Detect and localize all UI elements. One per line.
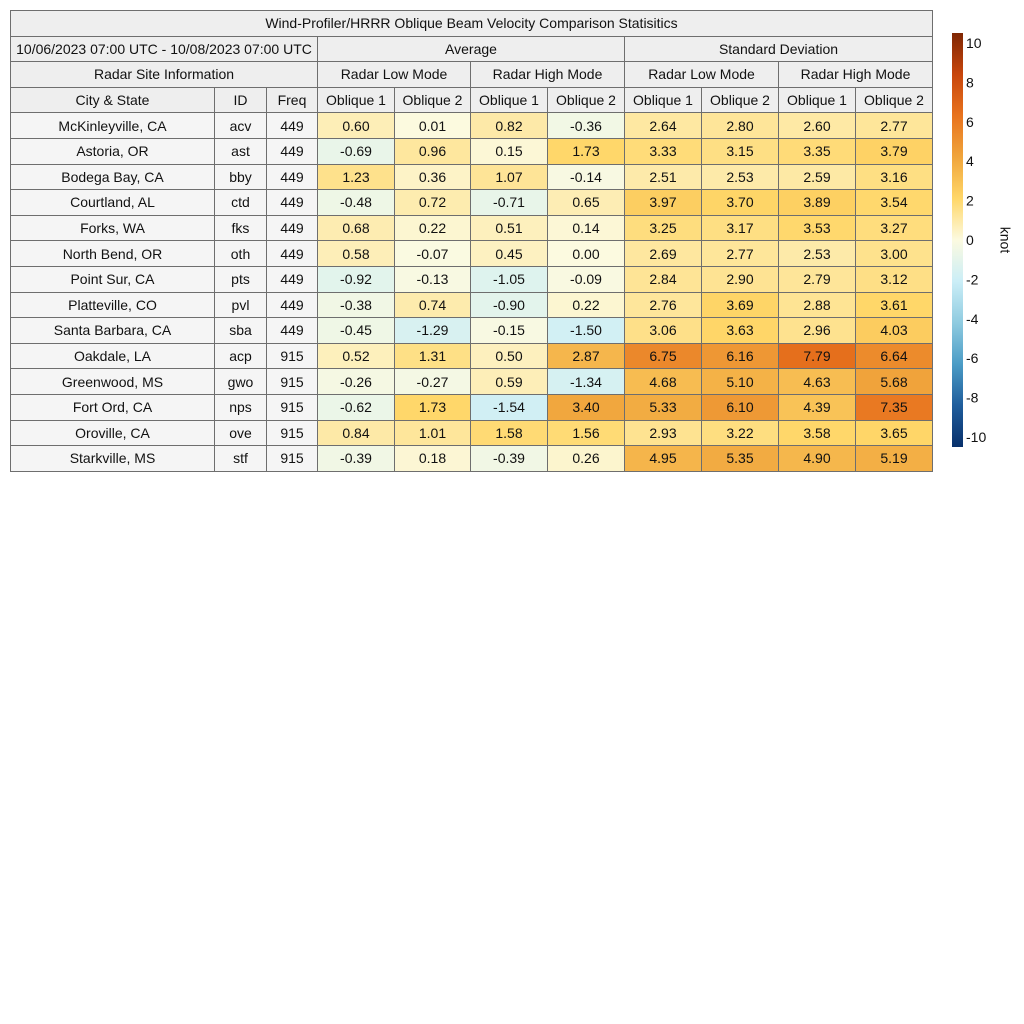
std-low-oblique2-cell: 2.90	[702, 266, 779, 292]
colorbar-tick-label: 0	[966, 232, 974, 248]
std-high-oblique2-cell: 3.16	[856, 164, 933, 190]
std-high-oblique1-cell: 3.89	[779, 190, 856, 216]
avg-low-oblique1-cell: 0.60	[318, 113, 395, 139]
std-low-oblique1-header: Oblique 1	[625, 87, 702, 113]
colorbar-tick-label: 10	[966, 35, 982, 51]
avg-low-oblique2-cell: -0.13	[395, 266, 471, 292]
avg-low-oblique2-cell: 1.31	[395, 343, 471, 369]
id-cell: acv	[215, 113, 267, 139]
std-low-oblique2-cell: 3.15	[702, 138, 779, 164]
std-low-oblique1-cell: 3.97	[625, 190, 702, 216]
freq-cell: 449	[267, 190, 318, 216]
std-high-mode-header: Radar High Mode	[779, 62, 933, 88]
freq-cell: 915	[267, 369, 318, 395]
avg-low-oblique1-cell: 1.23	[318, 164, 395, 190]
avg-high-oblique2-cell: 2.87	[548, 343, 625, 369]
table-row	[11, 292, 933, 318]
avg-high-oblique2-cell: 0.26	[548, 446, 625, 472]
city-cell: Oroville, CA	[11, 420, 215, 446]
avg-low-oblique2-cell: 0.74	[395, 292, 471, 318]
city-cell: Fort Ord, CA	[11, 394, 215, 420]
avg-high-oblique1-cell: 0.51	[471, 215, 548, 241]
std-low-oblique2-cell: 2.80	[702, 113, 779, 139]
avg-high-oblique2-cell: 0.14	[548, 215, 625, 241]
site-info-header: Radar Site Information	[11, 62, 318, 88]
std-low-oblique2-cell: 5.35	[702, 446, 779, 472]
avg-high-oblique1-cell: -0.71	[471, 190, 548, 216]
id-cell: oth	[215, 241, 267, 267]
id-cell: sba	[215, 318, 267, 344]
avg-high-oblique1-header: Oblique 1	[471, 87, 548, 113]
table-row	[11, 138, 933, 164]
freq-cell: 449	[267, 215, 318, 241]
std-high-oblique1-header: Oblique 1	[779, 87, 856, 113]
std-high-oblique1-cell: 4.63	[779, 369, 856, 395]
std-low-oblique1-cell: 2.69	[625, 241, 702, 267]
std-low-oblique2-cell: 6.16	[702, 343, 779, 369]
std-high-oblique2-header: Oblique 2	[856, 87, 933, 113]
std-low-oblique1-cell: 2.64	[625, 113, 702, 139]
std-low-oblique1-cell: 3.25	[625, 215, 702, 241]
std-high-oblique1-cell: 2.79	[779, 266, 856, 292]
avg-low-oblique1-cell: 0.68	[318, 215, 395, 241]
table-row	[11, 113, 933, 139]
freq-cell: 915	[267, 343, 318, 369]
avg-high-oblique1-cell: 0.15	[471, 138, 548, 164]
avg-low-oblique1-cell: 0.58	[318, 241, 395, 267]
colorbar-tick-label: -8	[966, 389, 979, 406]
avg-high-mode-header: Radar High Mode	[471, 62, 625, 88]
std-high-oblique2-cell: 3.54	[856, 190, 933, 216]
avg-high-oblique2-cell: -0.14	[548, 164, 625, 190]
avg-high-oblique1-cell: -1.54	[471, 394, 548, 420]
avg-low-oblique2-cell: 0.72	[395, 190, 471, 216]
std-low-oblique2-cell: 3.17	[702, 215, 779, 241]
avg-high-oblique2-cell: -1.34	[548, 369, 625, 395]
id-cell: acp	[215, 343, 267, 369]
id-cell: ove	[215, 420, 267, 446]
city-cell: Astoria, OR	[11, 138, 215, 164]
table-row	[11, 318, 933, 344]
colorbar-tick-label: -10	[966, 429, 987, 445]
id-cell: nps	[215, 394, 267, 420]
avg-low-oblique2-cell: 0.36	[395, 164, 471, 190]
city-cell: Forks, WA	[11, 215, 215, 241]
std-low-oblique2-cell: 3.63	[702, 318, 779, 344]
id-cell: ast	[215, 138, 267, 164]
table-row	[11, 420, 933, 446]
std-low-mode-header: Radar Low Mode	[625, 62, 779, 88]
avg-high-oblique2-cell: -1.50	[548, 318, 625, 344]
freq-cell: 449	[267, 318, 318, 344]
std-high-oblique2-cell: 3.12	[856, 266, 933, 292]
id-cell: stf	[215, 446, 267, 472]
group-std: Standard Deviation	[625, 36, 933, 62]
std-high-oblique1-cell: 4.39	[779, 394, 856, 420]
avg-low-oblique2-cell: 1.73	[395, 394, 471, 420]
std-low-oblique2-cell: 2.53	[702, 164, 779, 190]
group-average: Average	[318, 36, 625, 62]
std-high-oblique1-cell: 2.53	[779, 241, 856, 267]
std-low-oblique1-cell: 6.75	[625, 343, 702, 369]
colorbar-tick-label: -2	[966, 271, 979, 288]
std-low-oblique2-cell: 2.77	[702, 241, 779, 267]
colorbar-tick-label: 8	[966, 74, 974, 91]
avg-high-oblique2-cell: -0.36	[548, 113, 625, 139]
std-high-oblique1-cell: 3.53	[779, 215, 856, 241]
table-row	[11, 266, 933, 292]
id-cell: pts	[215, 266, 267, 292]
city-cell: Point Sur, CA	[11, 266, 215, 292]
avg-high-oblique1-cell: 0.59	[471, 369, 548, 395]
avg-low-oblique1-cell: -0.48	[318, 190, 395, 216]
title-row	[11, 11, 933, 37]
avg-low-oblique1-cell: -0.92	[318, 266, 395, 292]
avg-low-oblique1-cell: -0.45	[318, 318, 395, 344]
avg-high-oblique1-cell: 0.45	[471, 241, 548, 267]
freq-cell: 449	[267, 113, 318, 139]
std-high-oblique2-cell: 3.65	[856, 420, 933, 446]
group-row	[11, 36, 933, 62]
avg-high-oblique2-cell: 0.00	[548, 241, 625, 267]
city-cell: North Bend, OR	[11, 241, 215, 267]
freq-cell: 449	[267, 164, 318, 190]
std-low-oblique1-cell: 2.76	[625, 292, 702, 318]
table-row	[11, 190, 933, 216]
avg-low-mode-header: Radar Low Mode	[318, 62, 471, 88]
avg-high-oblique1-cell: -0.90	[471, 292, 548, 318]
avg-high-oblique1-cell: 1.58	[471, 420, 548, 446]
std-high-oblique1-cell: 2.59	[779, 164, 856, 190]
std-high-oblique2-cell: 3.27	[856, 215, 933, 241]
id-header: ID	[215, 87, 267, 113]
std-high-oblique1-cell: 3.58	[779, 420, 856, 446]
freq-cell: 449	[267, 138, 318, 164]
table-row	[11, 446, 933, 472]
freq-cell: 449	[267, 241, 318, 267]
avg-low-oblique2-cell: 0.22	[395, 215, 471, 241]
std-low-oblique1-cell: 3.33	[625, 138, 702, 164]
avg-high-oblique1-cell: 1.07	[471, 164, 548, 190]
city-cell: Courtland, AL	[11, 190, 215, 216]
std-high-oblique1-cell: 4.90	[779, 446, 856, 472]
std-low-oblique1-cell: 2.51	[625, 164, 702, 190]
table-row	[11, 369, 933, 395]
std-high-oblique2-cell: 7.35	[856, 394, 933, 420]
std-high-oblique2-cell: 2.77	[856, 113, 933, 139]
city-cell: Starkville, MS	[11, 446, 215, 472]
city-header: City & State	[11, 87, 215, 113]
city-cell: Greenwood, MS	[11, 369, 215, 395]
avg-high-oblique1-cell: -0.15	[471, 318, 548, 344]
city-cell: Oakdale, LA	[11, 343, 215, 369]
colorbar-label: knot	[997, 226, 1014, 254]
avg-high-oblique2-cell: 3.40	[548, 394, 625, 420]
avg-low-oblique1-cell: -0.39	[318, 446, 395, 472]
avg-low-oblique1-cell: -0.69	[318, 138, 395, 164]
avg-high-oblique2-cell: 1.73	[548, 138, 625, 164]
avg-high-oblique1-cell: 0.50	[471, 343, 548, 369]
table-row	[11, 164, 933, 190]
avg-low-oblique2-cell: 1.01	[395, 420, 471, 446]
std-low-oblique1-cell: 2.84	[625, 266, 702, 292]
std-high-oblique2-cell: 5.68	[856, 369, 933, 395]
avg-high-oblique2-cell: -0.09	[548, 266, 625, 292]
avg-high-oblique2-cell: 0.22	[548, 292, 625, 318]
date-range: 10/06/2023 07:00 UTC - 10/08/2023 07:00 UTC	[11, 36, 318, 62]
avg-low-oblique2-cell: -0.27	[395, 369, 471, 395]
table-row	[11, 343, 933, 369]
std-low-oblique1-cell: 2.93	[625, 420, 702, 446]
city-cell: Bodega Bay, CA	[11, 164, 215, 190]
id-cell: gwo	[215, 369, 267, 395]
avg-low-oblique1-cell: 0.84	[318, 420, 395, 446]
std-low-oblique2-cell: 6.10	[702, 394, 779, 420]
colorbar-tick-label: 4	[966, 153, 974, 170]
std-high-oblique2-cell: 4.03	[856, 318, 933, 344]
freq-cell: 915	[267, 446, 318, 472]
avg-low-oblique1-header: Oblique 1	[318, 87, 395, 113]
std-low-oblique2-cell: 3.70	[702, 190, 779, 216]
colorbar-tick-label: 6	[966, 113, 974, 130]
id-cell: bby	[215, 164, 267, 190]
std-low-oblique1-cell: 5.33	[625, 394, 702, 420]
colorbar-tick-label: -4	[966, 310, 979, 327]
table-row	[11, 241, 933, 267]
std-high-oblique1-cell: 2.88	[779, 292, 856, 318]
avg-high-oblique2-cell: 0.65	[548, 190, 625, 216]
std-high-oblique2-cell: 3.79	[856, 138, 933, 164]
std-high-oblique2-cell: 5.19	[856, 446, 933, 472]
table-row	[11, 394, 933, 420]
colorbar-tick-label: 2	[966, 192, 974, 209]
city-cell: Platteville, CO	[11, 292, 215, 318]
avg-high-oblique2-header: Oblique 2	[548, 87, 625, 113]
std-high-oblique1-cell: 2.96	[779, 318, 856, 344]
avg-low-oblique2-cell: 0.01	[395, 113, 471, 139]
mode-row	[11, 62, 933, 88]
freq-cell: 915	[267, 394, 318, 420]
avg-high-oblique1-cell: 0.82	[471, 113, 548, 139]
std-high-oblique2-cell: 3.61	[856, 292, 933, 318]
freq-header: Freq	[267, 87, 318, 113]
std-high-oblique1-cell: 3.35	[779, 138, 856, 164]
std-low-oblique2-header: Oblique 2	[702, 87, 779, 113]
std-low-oblique1-cell: 4.95	[625, 446, 702, 472]
freq-cell: 915	[267, 420, 318, 446]
stats-table	[10, 10, 933, 472]
avg-low-oblique1-cell: -0.26	[318, 369, 395, 395]
table-body	[11, 113, 933, 471]
std-high-oblique2-cell: 3.00	[856, 241, 933, 267]
std-low-oblique2-cell: 3.22	[702, 420, 779, 446]
id-cell: pvl	[215, 292, 267, 318]
city-cell: Santa Barbara, CA	[11, 318, 215, 344]
avg-high-oblique2-cell: 1.56	[548, 420, 625, 446]
freq-cell: 449	[267, 266, 318, 292]
avg-low-oblique1-cell: -0.62	[318, 394, 395, 420]
std-low-oblique2-cell: 3.69	[702, 292, 779, 318]
avg-low-oblique2-header: Oblique 2	[395, 87, 471, 113]
id-cell: fks	[215, 215, 267, 241]
colorbar-gradient	[952, 33, 963, 447]
avg-low-oblique2-cell: 0.96	[395, 138, 471, 164]
id-cell: ctd	[215, 190, 267, 216]
freq-cell: 449	[267, 292, 318, 318]
avg-low-oblique1-cell: 0.52	[318, 343, 395, 369]
std-high-oblique1-cell: 7.79	[779, 343, 856, 369]
std-high-oblique2-cell: 6.64	[856, 343, 933, 369]
std-low-oblique1-cell: 3.06	[625, 318, 702, 344]
avg-low-oblique2-cell: -1.29	[395, 318, 471, 344]
column-header-row	[11, 87, 933, 113]
colorbar	[950, 33, 1014, 463]
std-low-oblique1-cell: 4.68	[625, 369, 702, 395]
avg-low-oblique2-cell: 0.18	[395, 446, 471, 472]
avg-low-oblique1-cell: -0.38	[318, 292, 395, 318]
table-row	[11, 215, 933, 241]
std-high-oblique1-cell: 2.60	[779, 113, 856, 139]
avg-low-oblique2-cell: -0.07	[395, 241, 471, 267]
avg-high-oblique1-cell: -1.05	[471, 266, 548, 292]
colorbar-tick-label: -6	[966, 350, 979, 367]
std-low-oblique2-cell: 5.10	[702, 369, 779, 395]
avg-high-oblique1-cell: -0.39	[471, 446, 548, 472]
city-cell: McKinleyville, CA	[11, 113, 215, 139]
table-title: Wind-Profiler/HRRR Oblique Beam Velocity Comparison Statisitics	[11, 11, 933, 37]
